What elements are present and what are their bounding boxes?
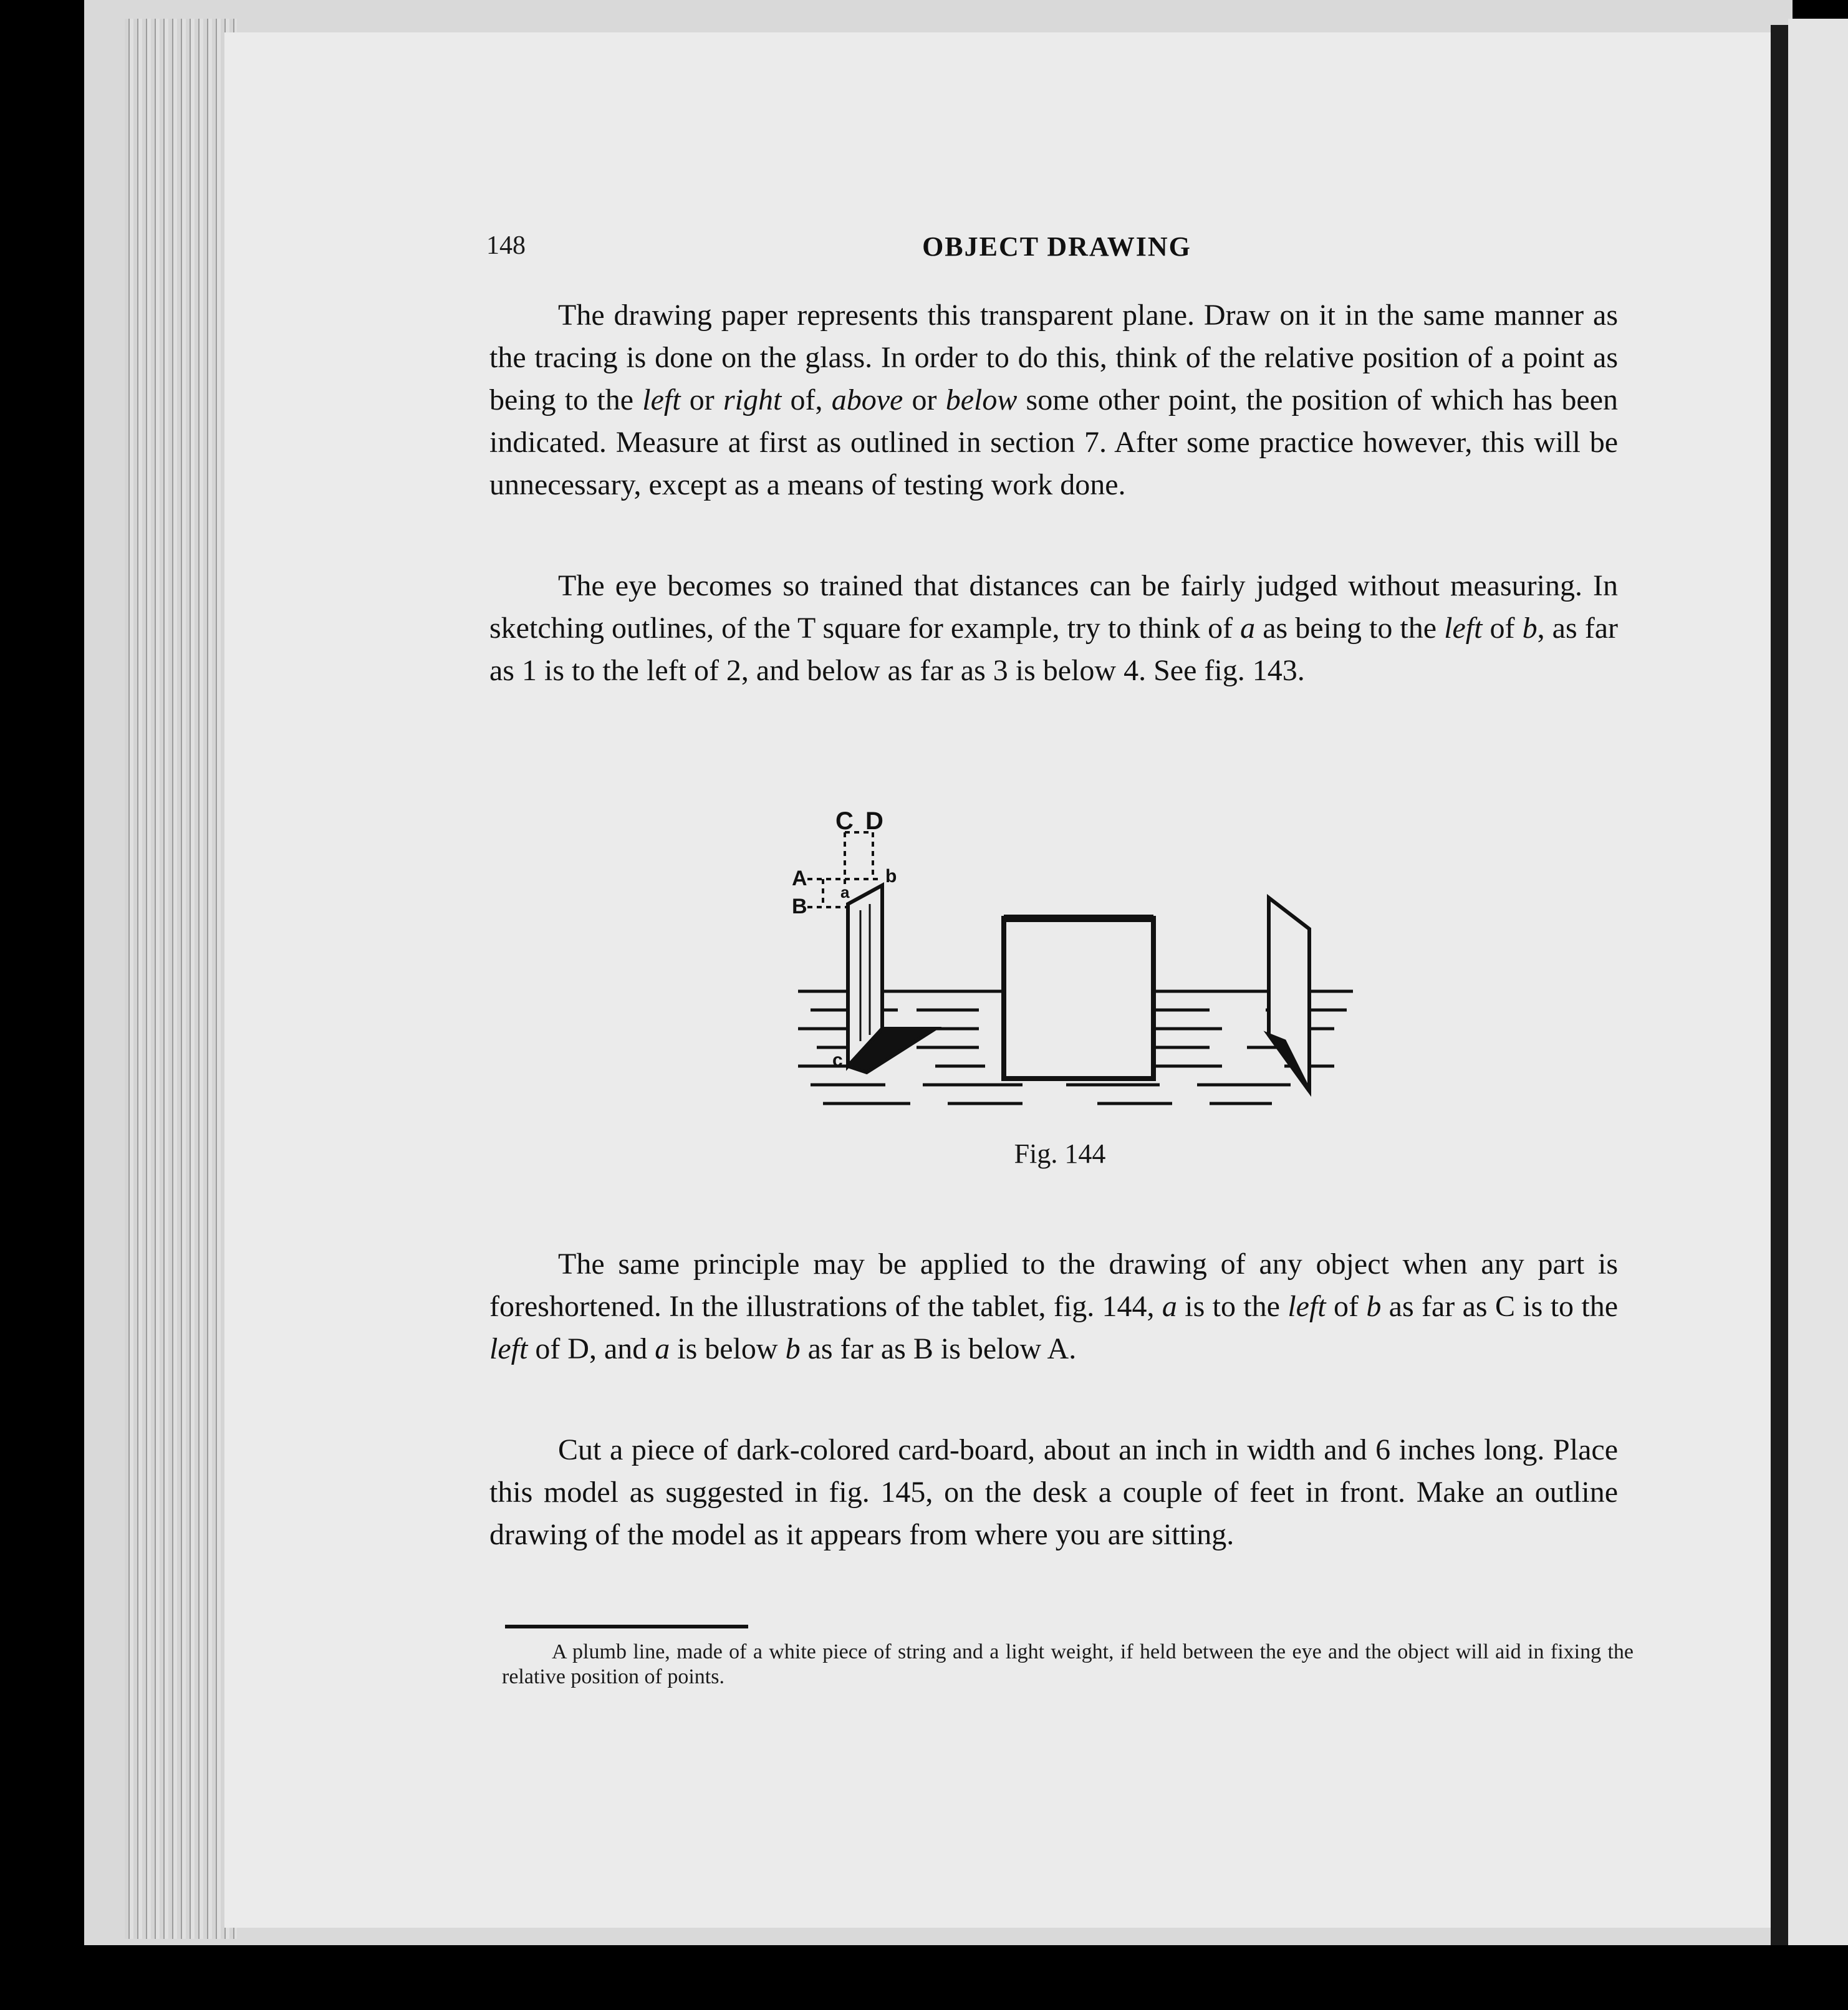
italic-run: left bbox=[642, 383, 681, 416]
italic-run: left bbox=[1444, 612, 1483, 645]
label-b: b bbox=[885, 866, 897, 887]
text-run: as far as C is to the bbox=[1381, 1290, 1619, 1323]
paragraph-1 bbox=[489, 294, 1618, 506]
text-run: is below bbox=[670, 1332, 786, 1365]
text-run: The eye becomes so trained that distances can be fairly judged without measuring. In sketching outlines, of the T square for example, try to think of bbox=[489, 569, 1618, 645]
italic-run: a bbox=[1240, 612, 1256, 645]
text-run: or bbox=[680, 383, 723, 416]
text-run: of bbox=[1482, 612, 1523, 645]
italic-run: a bbox=[655, 1332, 670, 1365]
label-a: a bbox=[840, 883, 850, 902]
text-run: as far as B is below A. bbox=[800, 1332, 1077, 1365]
text-run: The drawing paper represents this transparent plane. Draw on it in the same manner as the tracing is done on the glass. In order to do this, think of the relative position of a point as being to the bbox=[489, 299, 1618, 416]
label-D: D bbox=[865, 807, 883, 835]
figure-caption: Fig. 144 bbox=[1014, 1138, 1106, 1169]
italic-run: below bbox=[945, 383, 1018, 416]
page-number: 148 bbox=[486, 231, 526, 260]
text-run: as being to the bbox=[1255, 612, 1445, 645]
text-run: The same principle may be applied to the drawing of any object when any part is foreshortened. In the illustrations of the tablet, fig. 144, bbox=[489, 1248, 1618, 1323]
figure-144-illustration bbox=[773, 804, 1365, 1128]
footnote: A plumb line, made of a white piece of string and a light weight, if held between the eye and the object will aid in fixing the relative position of points. bbox=[502, 1640, 1634, 1688]
text-run: of D, and bbox=[527, 1332, 655, 1365]
label-c: c bbox=[832, 1050, 843, 1070]
label-B: B bbox=[792, 895, 807, 918]
paragraph-3 bbox=[489, 1243, 1618, 1370]
text-run: of bbox=[1326, 1290, 1367, 1323]
text-run: some other point, the position of which has been indicated. Measure at first as outlined in section 7. After some practice however, this will be unnecessary, except as a means of testing work done. bbox=[489, 383, 1618, 501]
label-A: A bbox=[792, 867, 807, 890]
paragraph-2 bbox=[489, 565, 1618, 692]
text-run: of, bbox=[781, 383, 832, 416]
front-tablet bbox=[1004, 918, 1153, 1079]
text-run: , as far as 1 is to the left of 2, and below as far as 3 is below 4. See fig. 143. bbox=[489, 612, 1618, 687]
italic-run: above bbox=[831, 383, 903, 416]
left-tablet bbox=[848, 885, 935, 1072]
paragraph-4: Cut a piece of dark-colored card-board, about an inch in width and 6 inches long. Place this model as suggested in fig. 145, on the desk a couple of feet in front. Make an outline drawing of the model as it appears from where you are sitting. bbox=[489, 1433, 1618, 1551]
running-head bbox=[486, 224, 1627, 274]
italic-run: b bbox=[1366, 1290, 1382, 1323]
running-title: OBJECT DRAWING bbox=[922, 231, 1191, 262]
italic-run: a bbox=[1162, 1290, 1177, 1323]
right-tablet bbox=[1269, 898, 1309, 1091]
text-run: or bbox=[903, 383, 946, 416]
text-run: is to the bbox=[1177, 1290, 1288, 1323]
italic-run: left bbox=[489, 1332, 528, 1365]
label-C: C bbox=[835, 807, 854, 835]
italic-run: b bbox=[1522, 612, 1538, 645]
italic-run: right bbox=[723, 383, 782, 416]
footnote-rule bbox=[505, 1625, 748, 1628]
italic-run: b bbox=[785, 1332, 801, 1365]
italic-run: left bbox=[1287, 1290, 1326, 1323]
